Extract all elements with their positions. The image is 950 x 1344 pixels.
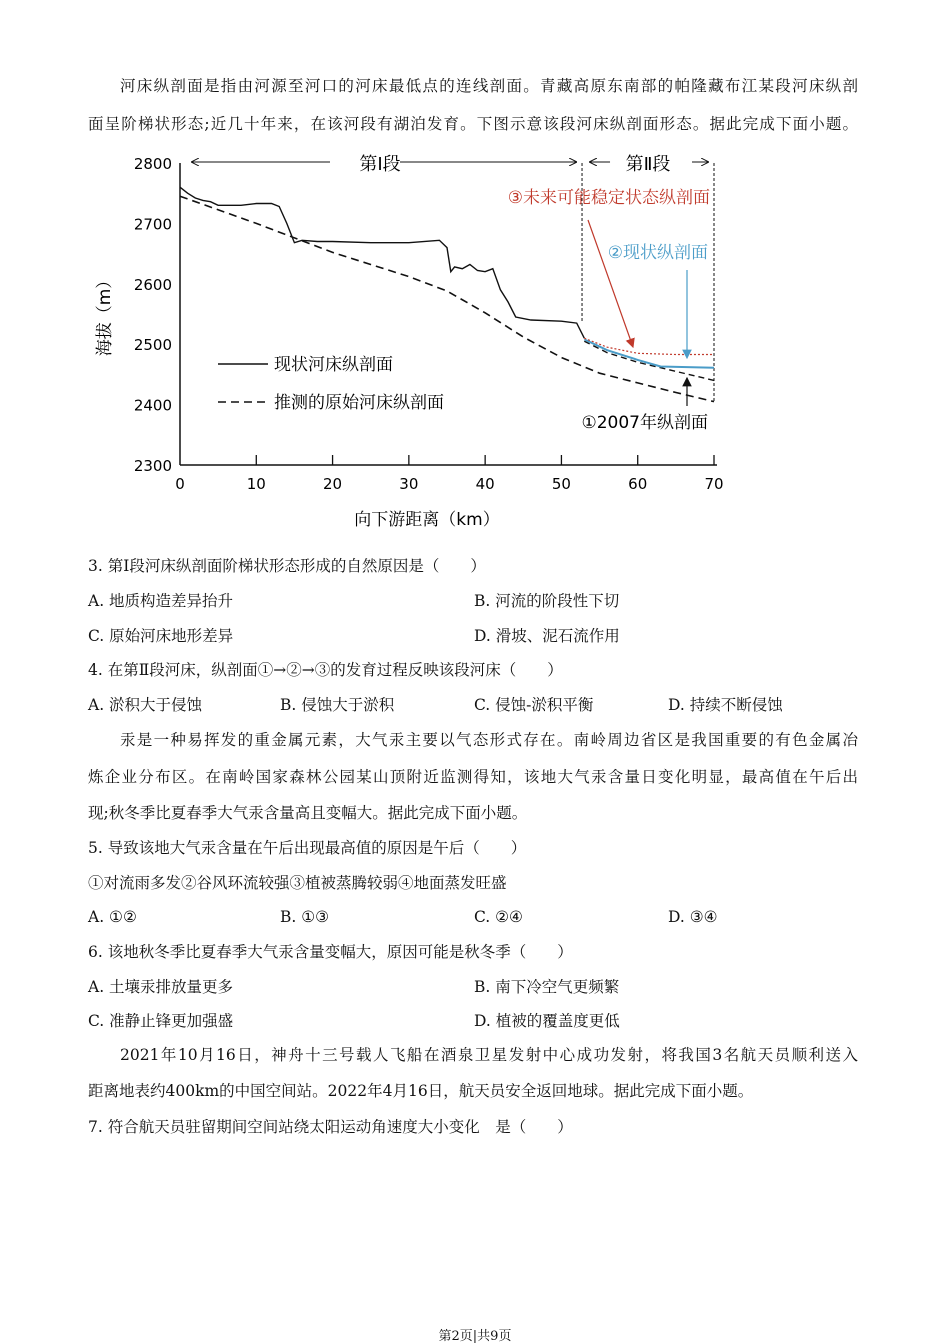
segment-2-label: 第Ⅱ段: [625, 154, 671, 175]
annotation-2007: ①2007年纵剖面: [581, 413, 708, 433]
option-b[interactable]: B. 南下冷空气更频繁: [474, 978, 620, 996]
text-line: 2021年10月16日，神舟十三号载人飞船在酒泉卫星发射中心成功发射，将我国3名航天员顺利送入: [120, 1046, 858, 1064]
y-tick-label: 2600: [133, 275, 172, 294]
option-a[interactable]: A. 土壤汞排放量更多: [88, 978, 234, 996]
option-c[interactable]: C. 原始河床地形差异: [88, 627, 234, 645]
question-statement: ①对流雨多发②谷风环流较强③植被蒸腾较弱④地面蒸发旺盛: [88, 874, 507, 892]
annotation-current: ②现状纵剖面: [607, 243, 708, 263]
y-tick-label: 2800: [133, 155, 172, 173]
option-a[interactable]: A. 地质构造差异抬升: [88, 592, 234, 610]
option-b[interactable]: B. 河流的阶段性下切: [474, 592, 620, 610]
option-c[interactable]: C. 准静止锋更加强盛: [88, 1012, 234, 1030]
future-stable-profile-line: [584, 338, 714, 354]
option-d[interactable]: D. 植被的覆盖度更低: [474, 1012, 620, 1030]
x-tick-label: 40: [475, 475, 495, 493]
y-tick-label: 2400: [133, 396, 172, 415]
x-tick-label: 60: [628, 475, 648, 493]
option-d[interactable]: D. 滑坡、泥石流作用: [474, 627, 620, 645]
question-stem: 3. 第Ⅰ段河床纵剖面阶梯状形态形成的自然原因是（ ）: [88, 557, 486, 575]
current-profile-section2-line: [584, 339, 714, 367]
option-d[interactable]: D. ③④: [668, 908, 718, 926]
x-tick-label: 70: [704, 475, 724, 493]
legend-label: 推测的原始河床纵剖面: [274, 393, 444, 413]
text-line: 距离地表约400km的中国空间站。2022年4月16日，航天员安全返回地球。据此完成下面小题。: [88, 1082, 754, 1100]
current-profile-line: [180, 187, 584, 338]
page-footer: 第2页|共9页: [438, 1329, 512, 1344]
annotation-future-arrow: [588, 220, 633, 347]
x-axis-label: 向下游距离（km）: [354, 510, 500, 530]
x-tick-label: 20: [323, 475, 343, 493]
question-7-stem: 7. 符合航天员驻留期间空间站绕太阳运动角速度大小变化 是（ ）: [88, 1118, 573, 1136]
text-line: 面呈阶梯状形态;近几十年来，在该河段有湖泊发育。下图示意该段河床纵剖面形态。据此完成下面小题。: [88, 115, 858, 133]
question-stem: 4. 在第Ⅱ段河床，纵剖面①→②→③的发育过程反映该段河床（ ）: [88, 661, 563, 679]
option-b[interactable]: B. ①③: [280, 908, 330, 926]
y-tick-label: 2300: [133, 457, 172, 475]
y-tick-label: 2500: [133, 336, 172, 355]
x-tick-label: 50: [551, 475, 571, 493]
text-line: 汞是一种易挥发的重金属元素，大气汞主要以气态形式存在。南岭周边省区是我国重要的有色金属冶: [120, 731, 858, 749]
annotation-future: ③未来可能稳定状态纵剖面: [507, 188, 710, 208]
option-a[interactable]: A. 淤积大于侵蚀: [88, 696, 203, 714]
original-profile-line: [180, 196, 714, 401]
segment-1-label: 第Ⅰ段: [359, 154, 401, 175]
x-tick-label: 30: [399, 475, 419, 493]
legend-label: 现状河床纵剖面: [274, 355, 393, 375]
text-line: 炼企业分布区。在南岭国家森林公园某山顶附近监测得知，该地大气汞含量日变化明显，最高值在午后出: [88, 768, 858, 786]
option-b[interactable]: B. 侵蚀大于淤积: [280, 696, 395, 714]
river-profile-chart: [80, 140, 740, 540]
x-tick-label: 0: [175, 475, 185, 493]
y-tick-label: 2700: [133, 215, 172, 234]
text-line: 河床纵剖面是指由河源至河口的河床最低点的连线剖面。青藏高原东南部的帕隆藏布江某段河床纵剖: [120, 77, 858, 95]
option-c[interactable]: C. ②④: [474, 908, 523, 926]
y-axis-label: 海拔（m）: [95, 271, 115, 357]
question-stem: 6. 该地秋冬季比夏春季大气汞含量变幅大，原因可能是秋冬季（ ）: [88, 943, 573, 961]
x-tick-label: 10: [246, 475, 266, 493]
option-d[interactable]: D. 持续不断侵蚀: [668, 696, 783, 714]
text-line: 现;秋冬季比夏春季大气汞含量高且变幅大。据此完成下面小题。: [88, 804, 528, 822]
question-stem: 5. 导致该地大气汞含量在午后出现最高值的原因是午后（ ）: [88, 839, 527, 857]
option-a[interactable]: A. ①②: [88, 908, 137, 926]
option-c[interactable]: C. 侵蚀-淤积平衡: [474, 696, 594, 714]
